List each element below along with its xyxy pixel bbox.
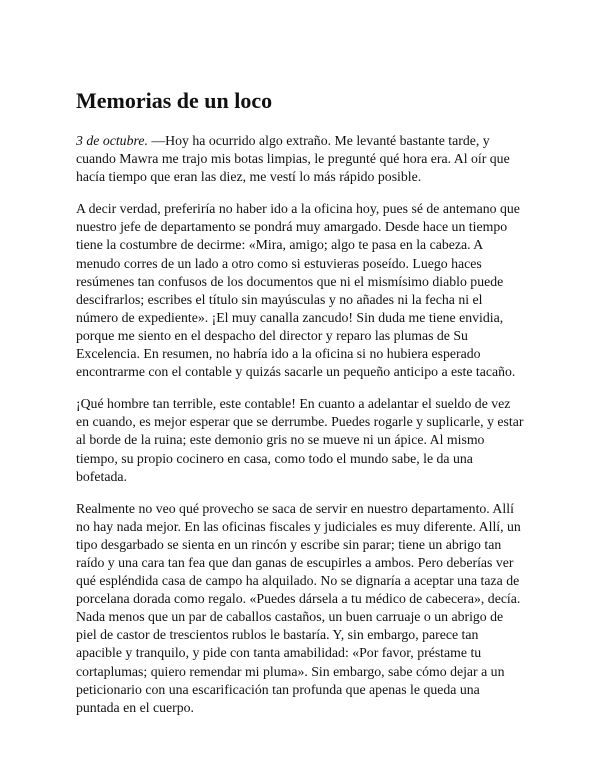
paragraph-4: Realmente no veo qué provecho se saca de servir en nuestro departamento. Allí no hay nada mejor. En las oficinas fiscales y judiciales es muy diferente. Allí, un tipo desgarbado se sienta en un rincón y escribe sin parar; tiene un abrigo tan raído y una cara tan fea que dan ganas de escupirles a ambos. Pero deberías ver qué espléndida casa de campo ha alquilado. No se dignaría a aceptar una taza de porcelana dorada como regalo. «Puedes dársela a tu médico de cabecera», decía. Nada menos que un par de caballos castaños, un buen carruaje o un abrigo de piel de castor de trescientos rublos le bastaría. Y, sin embargo, parece tan apacible y tranquilo, y pide con tanta amabilidad: «Por favor, préstame tu cortaplumas; quiero remendar mi pluma». Sin embargo, sabe cómo dejar a un peticionario con una escarificación tan profunda que apenas le queda una puntada en el cuerpo.	[76, 500, 521, 715]
document-page	[76, 88, 524, 731]
diary-date: 3 de octubre.	[76, 133, 148, 148]
paragraph-3: ¡Qué hombre tan terrible, este contable! En cuanto a adelantar el sueldo de vez en cuando, es mejor esperar que se derrumbe. Puedes rogarle y suplicarle, y estar al borde de la ruina; este demonio gris no se mueve ni un ápice. Al mismo tiempo, su propio cocinero en casa, como todo el mundo sabe, le da una bofetada.	[76, 396, 524, 484]
paragraph-2: A decir verdad, preferiría no haber ido a la oficina hoy, pues sé de antemano que nuestro jefe de departamento se pondrá muy amargado. Desde hace un tiempo tiene la costumbre de decirme: «Mira, amigo; algo te pasa en la cabeza. A menudo corres de un lado a otro como si estuvieras poseído. Luego haces resúmenes tan confusos de los documentos que ni el mismísimo diablo puede descifrarlos; escribes el título sin mayúsculas y no añades ni la fecha ni el número de expediente». ¡El muy canalla zancudo! Sin duda me tiene envidia, porque me siento en el despacho del director y reparo las plumas de Su Excelencia. En resumen, no habría ido a la oficina si no hubiera esperado encontrarme con el contable y quizás sacarle un pequeño anticipo a este tacaño.	[76, 201, 520, 380]
paragraph-1	[76, 132, 524, 186]
paragraph-1-text: —Hoy ha ocurrido algo extraño. Me levanté bastante tarde, y cuando Mawra me trajo mis botas limpias, le pregunté qué hora era. Al oír que hacía tiempo que eran las diez, me vestí lo más rápido posible.	[76, 133, 510, 185]
document-title: Memorias de un loco	[76, 88, 273, 113]
